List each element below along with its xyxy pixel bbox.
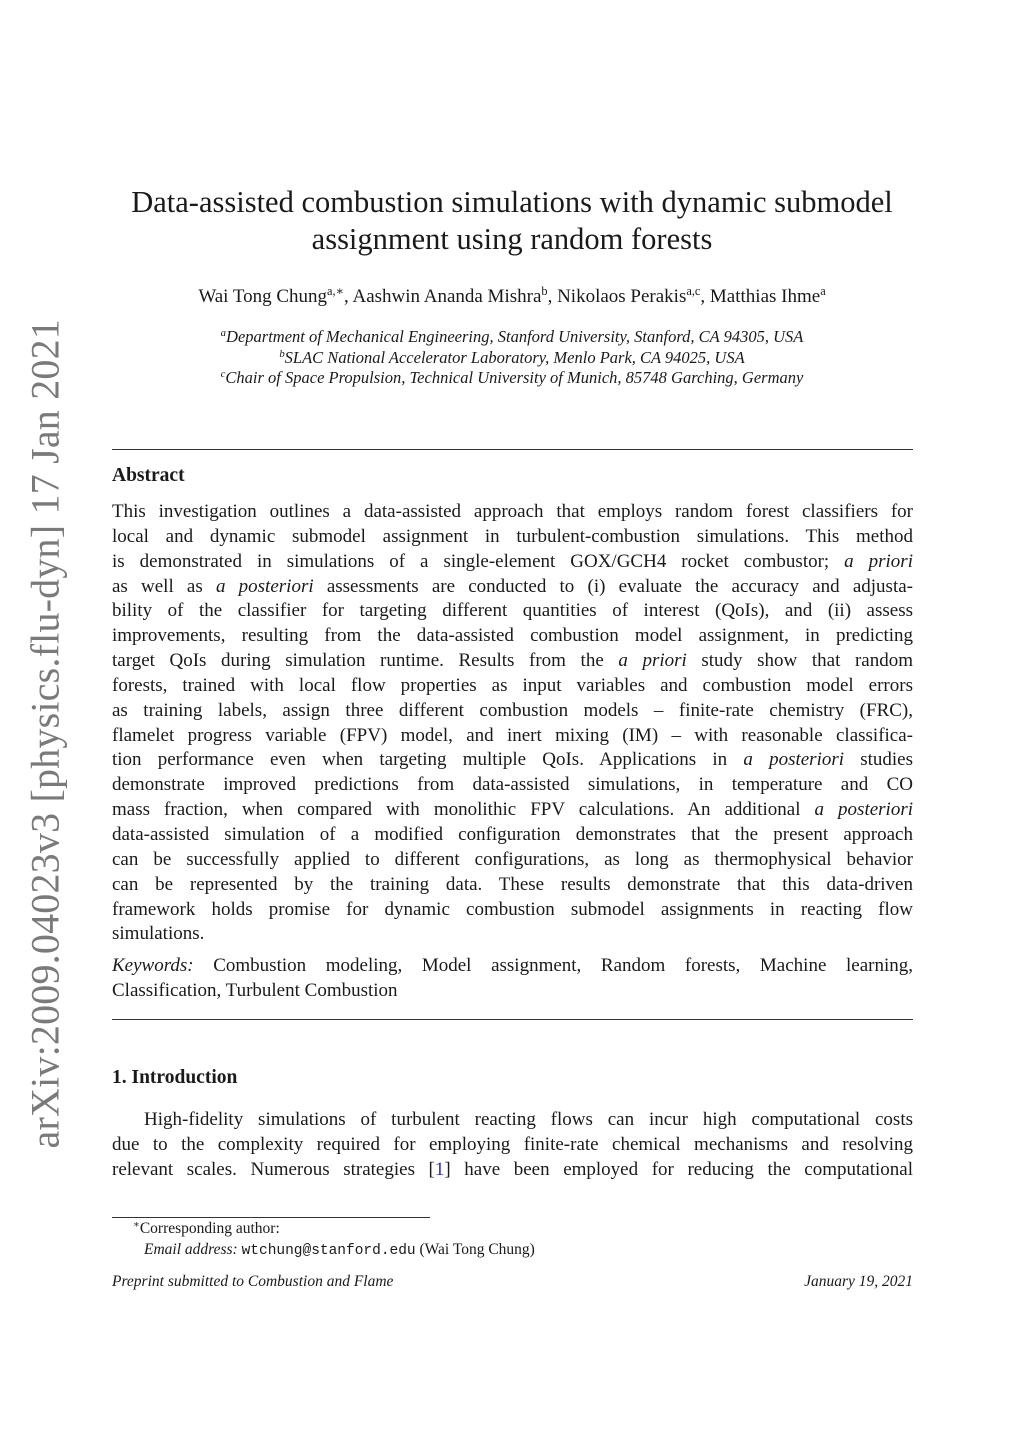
text-segment: mass fraction, when compared with monolithic FPV calculations. An additional — [112, 799, 815, 821]
text-line — [112, 624, 913, 649]
abstract-body — [112, 500, 913, 947]
text-segment: assessments are conducted to (i) evaluate the accuracy and adjusta- — [313, 575, 913, 597]
text-line — [112, 599, 913, 624]
text-line — [112, 823, 913, 848]
text-line — [112, 773, 913, 798]
keywords — [112, 954, 913, 1004]
text-segment: bility of the classifier for targeting different quantities of interest (QoIs), and (ii) assess — [112, 600, 913, 622]
text-line — [112, 575, 913, 600]
author-name: Aashwin Ananda Mishra — [352, 286, 542, 307]
footnote-mark: ∗ — [133, 1219, 140, 1231]
author-affiliation-mark: a — [820, 284, 826, 299]
text-segment: ] have been employed for reducing the computational — [444, 1158, 913, 1180]
author-name: Nikolaos Perakis — [557, 286, 687, 307]
text-line — [112, 848, 913, 873]
text-line — [112, 525, 913, 550]
author-separator: , — [344, 286, 353, 307]
italic-term: a posteriori — [814, 799, 913, 821]
footnote-corresponding-text: Corresponding author: — [139, 1220, 280, 1237]
text-segment: relevant scales. Numerous strategies [ — [112, 1158, 435, 1180]
author-name: Matthias Ihme — [709, 286, 821, 307]
text-line — [112, 699, 913, 724]
text-line — [112, 1158, 913, 1183]
text-line — [112, 798, 913, 823]
author-separator: , — [547, 286, 558, 307]
text-segment: flamelet progress variable (FPV) model, and inert mixing (IM) – with reasonable classifica- — [112, 724, 913, 746]
text-segment: as well as — [112, 575, 216, 597]
affiliation — [0, 348, 1024, 369]
keywords-label: Keywords: — [112, 955, 194, 976]
author-affiliation-mark: a,∗ — [327, 284, 345, 299]
text-segment: forests, trained with local flow properties as input variables and combustion model errors — [112, 674, 913, 696]
text-segment: target QoIs during simulation runtime. Results from the — [112, 650, 619, 672]
affiliation-text: Department of Mechanical Engineering, Stanford University, Stanford, CA 94305, USA — [226, 327, 804, 346]
introduction-body — [112, 1108, 913, 1183]
title-line-2: assignment using random forests — [311, 222, 713, 256]
affiliation — [0, 368, 1024, 389]
text-line — [112, 500, 913, 525]
author-separator: , — [700, 286, 710, 307]
italic-term: a priori — [844, 550, 913, 572]
text-segment: local and dynamic submodel assignment in turbulent-combustion simulations. This method — [112, 525, 913, 547]
text-line — [112, 873, 913, 898]
text-segment: High-fidelity simulations of turbulent reacting flows can incur high computational costs — [144, 1109, 913, 1130]
author-affiliation-mark: b — [541, 284, 548, 299]
text-line — [112, 724, 913, 749]
text-segment: is demonstrated in simulations of a single-element GOX/GCH4 rocket combustor; — [112, 550, 845, 572]
footer-date: January 19, 2021 — [804, 1273, 913, 1290]
text-segment: improvements, resulting from the data-assisted combustion model assignment, in predicting — [112, 625, 913, 647]
italic-term: a priori — [618, 650, 687, 672]
bottom-divider — [112, 1019, 913, 1020]
text-segment: demonstrate improved predictions from data-assisted simulations, in temperature and CO — [112, 774, 913, 796]
footnote-corresponding — [133, 1220, 280, 1238]
text-segment: data-assisted simulation of a modified configuration demonstrates that the present approach — [112, 823, 913, 845]
text-segment: framework holds promise for dynamic combustion submodel assignments in reacting flow — [112, 898, 913, 920]
affiliation-text: Chair of Space Propulsion, Technical University of Munich, 85748 Garching, Germany — [225, 368, 804, 387]
text-segment: tion performance even when targeting multiple QoIs. Applications in — [112, 749, 744, 771]
text-line — [112, 649, 913, 674]
arxiv-identifier-sidebar: arXiv:2009.04023v3 [physics.flu-dyn] 17 Jan 2021 — [22, 318, 68, 1149]
affiliation — [0, 327, 1024, 348]
author-name: Wai Tong Chung — [198, 286, 328, 307]
email-name: (Wai Tong Chung) — [415, 1241, 535, 1258]
title-line-1: Data-assisted combustion simulations with dynamic submodel — [131, 185, 893, 219]
text-line — [112, 674, 913, 699]
abstract-heading: Abstract — [112, 465, 185, 486]
citation-link[interactable]: 1 — [434, 1158, 445, 1180]
affiliations — [0, 327, 1024, 389]
text-segment: due to the complexity required for employing finite-rate chemical mechanisms and resolving — [112, 1133, 913, 1155]
text-line — [112, 1133, 913, 1158]
email-label: Email address: — [144, 1241, 238, 1258]
footer-left — [112, 1273, 393, 1291]
top-divider — [112, 449, 913, 450]
affiliation-mark: a — [220, 327, 227, 340]
affiliation-mark: b — [279, 347, 285, 360]
italic-term: a posteriori — [215, 575, 314, 597]
footer-journal: Preprint submitted to Combustion and Flame — [112, 1273, 394, 1290]
keywords-line-2: Classification, Turbulent Combustion — [112, 979, 398, 1001]
footnote-rule — [112, 1217, 430, 1218]
text-line — [112, 748, 913, 773]
text-segment: This investigation outlines a data-assisted approach that employs random forest classifiers for — [112, 501, 913, 522]
text-segment: can be represented by the training data. These results demonstrate that this data-driven — [112, 873, 913, 895]
section-heading-introduction: 1. Introduction — [112, 1067, 238, 1088]
text-segment: can be successfully applied to different configurations, as long as thermophysical behavior — [112, 848, 913, 870]
text-line — [112, 550, 913, 575]
text-line — [112, 898, 913, 923]
author-affiliation-mark: a,c — [686, 284, 701, 299]
text-line — [112, 1108, 913, 1133]
text-segment: as training labels, assign three different combustion models – finite-rate chemistry (FRC), — [112, 699, 913, 721]
keywords-line-1: Combustion modeling, Model assignment, Random forests, Machine learning, — [193, 955, 913, 976]
footnote-email — [144, 1241, 535, 1259]
text-segment: studies — [844, 749, 913, 771]
author-list — [0, 286, 1024, 308]
email-link[interactable]: wtchung@stanford.edu — [241, 1243, 416, 1259]
footer-right — [804, 1273, 913, 1291]
affiliation-mark: c — [220, 368, 226, 381]
text-segment: study show that random — [686, 650, 913, 672]
text-segment: simulations. — [112, 923, 205, 945]
text-line — [112, 922, 913, 947]
italic-term: a posteriori — [743, 749, 845, 771]
paper-title — [0, 184, 1024, 258]
affiliation-text: SLAC National Accelerator Laboratory, Menlo Park, CA 94025, USA — [284, 347, 745, 367]
